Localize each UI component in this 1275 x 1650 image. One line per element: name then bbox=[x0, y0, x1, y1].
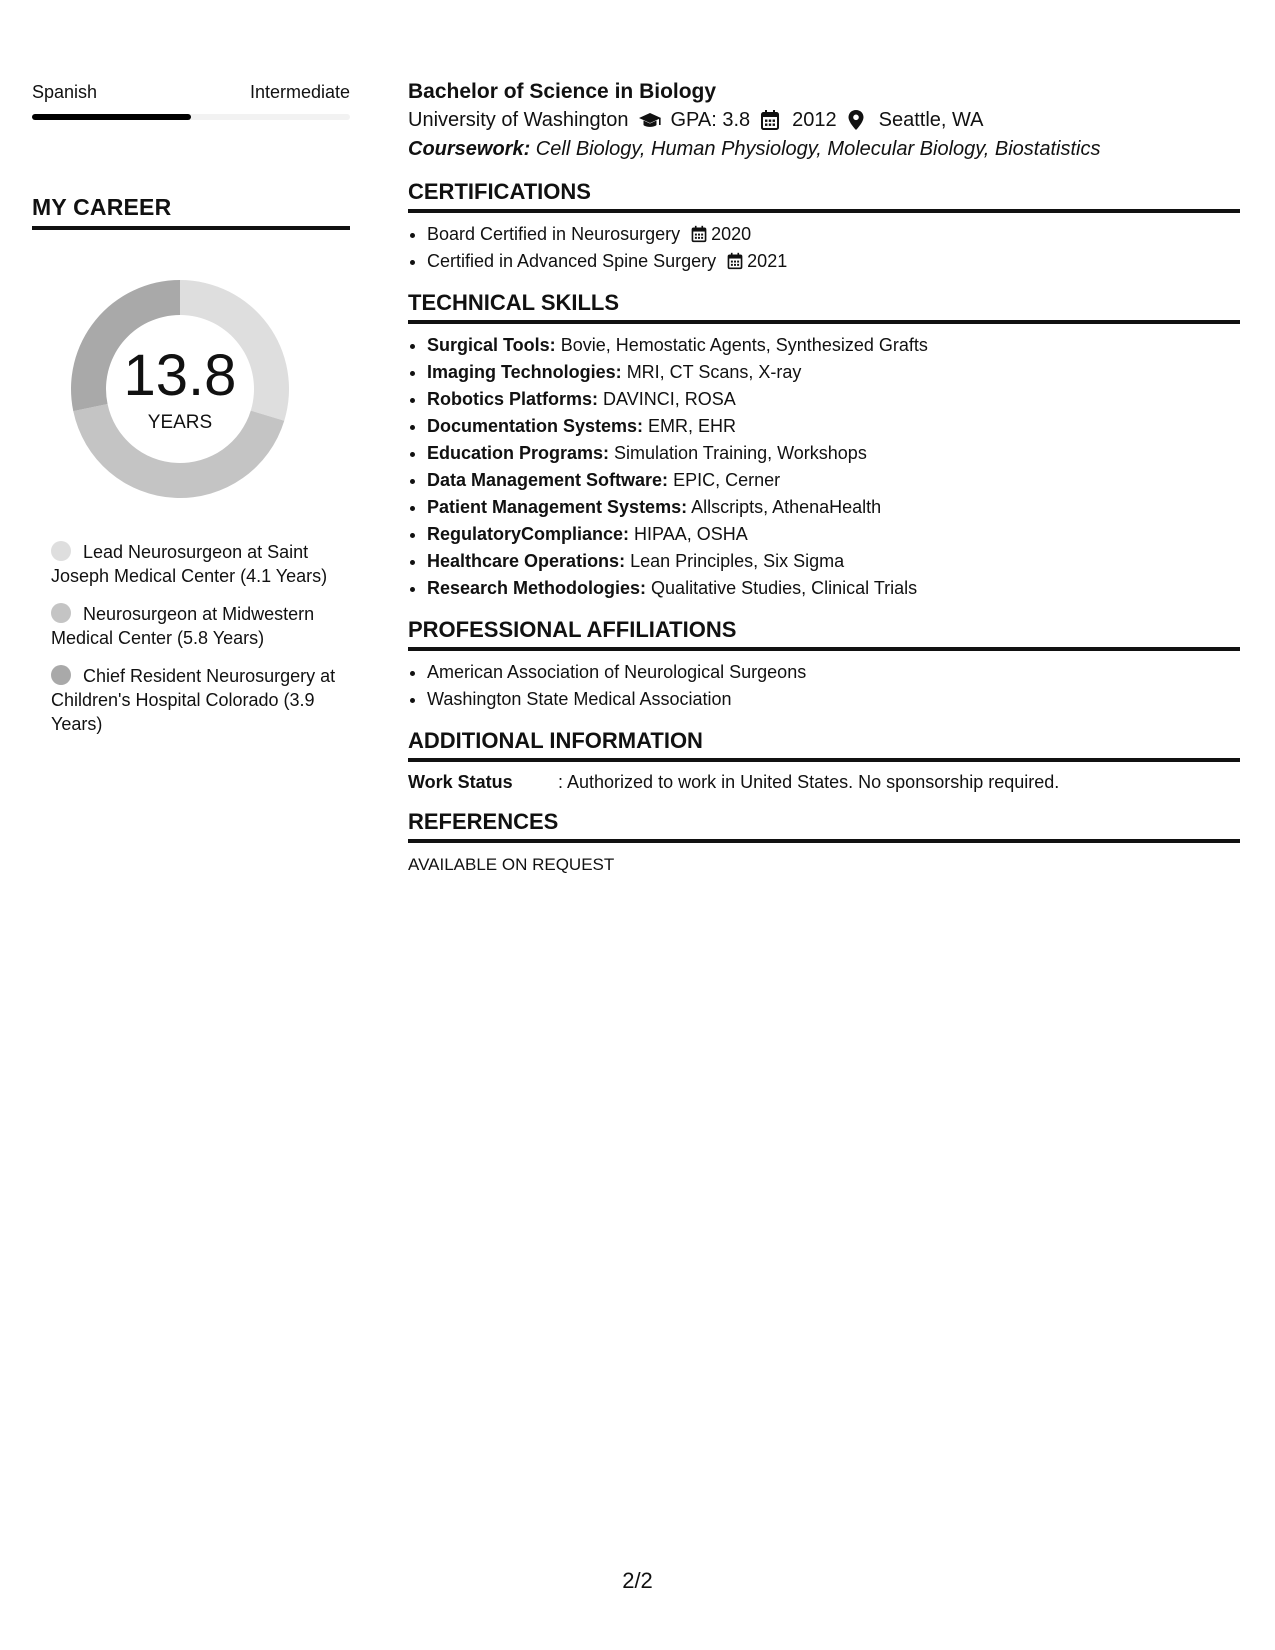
career-legend bbox=[51, 540, 341, 736]
references-text: AVAILABLE ON REQUEST bbox=[408, 855, 615, 874]
certification-item bbox=[427, 248, 1240, 275]
calendar-icon bbox=[726, 251, 744, 269]
technical-skills-list bbox=[408, 332, 1240, 602]
skill-item bbox=[427, 467, 1240, 494]
education-location: Seattle, WA bbox=[878, 109, 984, 131]
affiliations-heading: PROFESSIONAL AFFILIATIONS bbox=[408, 616, 1240, 651]
skill-value: Bovie, Hemostatic Agents, Synthesized Grafts bbox=[555, 335, 928, 355]
language-proficiency-fill bbox=[32, 114, 191, 120]
certifications-list bbox=[408, 221, 1240, 275]
skill-value: MRI, CT Scans, X-ray bbox=[621, 362, 802, 382]
certification-name: Certified in Advanced Spine Surgery bbox=[427, 251, 717, 271]
skill-item bbox=[427, 332, 1240, 359]
degree-title: Bachelor of Science in Biology bbox=[408, 80, 717, 103]
technical-skills-heading: TECHNICAL SKILLS bbox=[408, 289, 1240, 324]
additional-info-heading: ADDITIONAL INFORMATION bbox=[408, 727, 1240, 762]
career-legend-label: Neurosurgeon at Midwestern Medical Center (5.8 Years) bbox=[51, 604, 315, 648]
skill-label: Robotics Platforms: bbox=[427, 389, 599, 409]
skill-label: Education Programs: bbox=[427, 443, 610, 463]
certification-item bbox=[427, 221, 1240, 248]
language-proficiency-bar bbox=[32, 114, 350, 120]
skill-value: Qualitative Studies, Clinical Trials bbox=[646, 578, 918, 598]
coursework-list: Cell Biology, Human Physiology, Molecular Biology, Biostatistics bbox=[530, 138, 1101, 160]
affiliations-list bbox=[408, 659, 1240, 713]
certifications-heading: CERTIFICATIONS bbox=[408, 178, 1240, 213]
skill-label: Research Methodologies: bbox=[427, 578, 647, 598]
graduation-cap-icon bbox=[638, 109, 660, 131]
career-legend-label: Chief Resident Neurosurgery at Children's Hospital Colorado (3.9 Years) bbox=[51, 666, 336, 734]
school-name: University of Washington bbox=[408, 109, 629, 131]
skill-label: RegulatoryCompliance: bbox=[427, 524, 630, 544]
language-row bbox=[32, 80, 350, 104]
career-legend-item bbox=[51, 540, 341, 588]
affiliation-item: • American Association of Neurological Surgeons bbox=[427, 659, 1240, 686]
career-total-unit: YEARS bbox=[147, 412, 213, 433]
work-status-value: : Authorized to work in United States. No sponsorship required. bbox=[558, 772, 1060, 792]
page-number: 2/2 bbox=[622, 1568, 653, 1593]
career-legend-item bbox=[51, 664, 341, 736]
skill-label: Healthcare Operations: bbox=[427, 551, 626, 571]
skill-label: Patient Management Systems: bbox=[427, 497, 688, 517]
career-heading: MY CAREER bbox=[32, 194, 350, 230]
work-status-label: Work Status bbox=[408, 772, 513, 792]
coursework bbox=[408, 134, 1240, 164]
skill-label: Surgical Tools: bbox=[427, 335, 556, 355]
language-level: Intermediate bbox=[249, 82, 350, 102]
gpa: GPA: 3.8 bbox=[670, 109, 751, 131]
graduation-year: 2012 bbox=[792, 109, 837, 131]
calendar-icon bbox=[760, 109, 782, 131]
skill-item bbox=[427, 521, 1240, 548]
career-total-years: 13.8 bbox=[123, 343, 237, 408]
skill-item bbox=[427, 413, 1240, 440]
skill-item bbox=[427, 548, 1240, 575]
skill-value: HIPAA, OSHA bbox=[629, 524, 748, 544]
work-status-row bbox=[408, 770, 1240, 794]
coursework-label: Coursework: bbox=[408, 138, 531, 160]
legend-dot-icon bbox=[51, 603, 71, 623]
skill-item bbox=[427, 494, 1240, 521]
left-column bbox=[32, 80, 350, 750]
career-legend-label: Lead Neurosurgeon at Saint Joseph Medical Center (4.1 Years) bbox=[51, 542, 328, 586]
certification-year: 2021 bbox=[747, 251, 788, 271]
education-details bbox=[408, 106, 1240, 134]
skill-value: Lean Principles, Six Sigma bbox=[625, 551, 845, 571]
right-column bbox=[408, 78, 1240, 877]
legend-dot-icon bbox=[51, 665, 71, 685]
skill-item bbox=[427, 359, 1240, 386]
map-pin-icon bbox=[847, 109, 869, 131]
career-legend-item bbox=[51, 602, 341, 650]
career-donut-chart bbox=[65, 274, 295, 504]
skill-label: Documentation Systems: bbox=[427, 416, 644, 436]
skill-value: Allscripts, AthenaHealth bbox=[687, 497, 882, 517]
certification-year: 2020 bbox=[711, 224, 752, 244]
references-heading: REFERENCES bbox=[408, 808, 1240, 843]
skill-item bbox=[427, 386, 1240, 413]
skill-item bbox=[427, 440, 1240, 467]
calendar-icon bbox=[690, 224, 708, 242]
skill-value: EPIC, Cerner bbox=[668, 470, 781, 490]
legend-dot-icon bbox=[51, 541, 71, 561]
skill-label: Data Management Software: bbox=[427, 470, 669, 490]
skill-item bbox=[427, 575, 1240, 602]
skill-value: DAVINCI, ROSA bbox=[598, 389, 736, 409]
language-name: Spanish bbox=[32, 82, 98, 102]
skill-label: Imaging Technologies: bbox=[427, 362, 622, 382]
affiliation-item: • Washington State Medical Association bbox=[427, 686, 1240, 713]
skill-value: Simulation Training, Workshops bbox=[609, 443, 867, 463]
certification-name: Board Certified in Neurosurgery bbox=[427, 224, 681, 244]
skill-value: EMR, EHR bbox=[643, 416, 737, 436]
